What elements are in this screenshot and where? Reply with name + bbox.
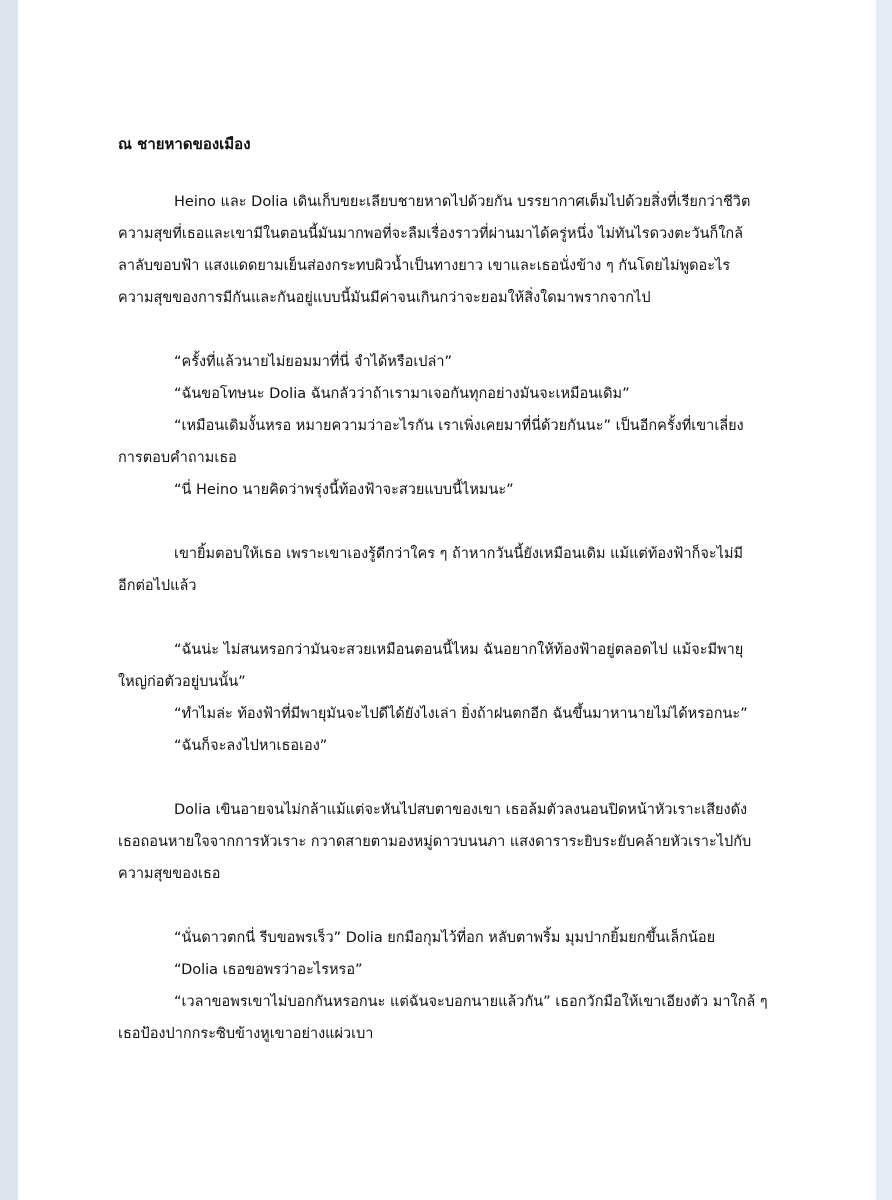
text-line: เขายิ้มตอบให้เธอ เพราะเขาเองรู้ดีกว่าใคร ๆ ถ้าหากวันนี้ยังเหมือนเดิม แม้แต่ท้องฟ้าก็จะไม่มี: [174, 546, 744, 562]
dialogue-line: “ฉันขอโทษนะ Dolia ฉันกลัวว่าถ้าเรามาเจอกันทุกอย่างมันจะเหมือนเดิม”: [174, 386, 630, 402]
text-line: เธอถอนหายใจจากการหัวเราะ กวาดสายตามองหมู่ดาวบนนภา แสงดาราระยิบระยับคล้ายหัวเราะไปกับ: [118, 834, 752, 850]
dialogue-line: การตอบคำถามเธอ: [118, 450, 237, 466]
text-line: ลาลับขอบฟ้า แสงแดดยามเย็นส่องกระทบผิวน้ำเป็นทางยาว เขาและเธอนั่งข้าง ๆ กันโดยไม่พูดอะไร: [118, 258, 731, 274]
paragraph-gap: [118, 602, 778, 634]
dialogue-line: “ฉันก็จะลงไปหาเธอเอง”: [174, 738, 328, 754]
dialogue-line: เธอป้องปากกระซิบข้างหูเขาอย่างแผ่วเบา: [118, 1026, 374, 1042]
scrollbar-track[interactable]: [876, 0, 892, 1200]
paragraph-beach-walk: [118, 186, 778, 314]
dialogue-block-2: [118, 634, 778, 762]
document-page: [18, 0, 876, 1200]
document-content: [118, 128, 778, 1050]
text-line: อีกต่อไปแล้ว: [118, 578, 197, 594]
dialogue-line: “Dolia เธอขอพรว่าอะไรหรอ”: [174, 962, 363, 978]
dialogue-line: “ครั้งที่แล้วนายไม่ยอมมาที่นี่ จำได้หรือเปล่า”: [174, 354, 453, 370]
dialogue-line: “นั่นดาวตกนี่ รีบขอพรเร็ว” Dolia ยกมือกุมไว้ที่อก หลับตาพริ้ม มุมปากยิ้มยกขึ้นเล็กน้อย: [174, 930, 716, 946]
dialogue-line: “เหมือนเดิมงั้นหรอ หมายความว่าอะไรกัน เราเพิ่งเคยมาที่นี่ด้วยกันนะ” เป็นอีกครั้งที่เขาเลี่ยง: [174, 418, 744, 434]
text-line: ความสุขที่เธอและเขามีในตอนนี้มันมากพอที่จะลืมเรื่องราวที่ผ่านมาได้ครู่หนึ่ง ไม่ทันไรดวงตะวันก็ใกล้: [118, 226, 744, 242]
text-line: ความสุขของการมีกันและกันอยู่แบบนี้มันมีค่าจนเกินกว่าจะยอมให้สิ่งใดมาพรากจากไป: [118, 290, 651, 306]
chapter-title: ณ ชายหาดของเมือง: [118, 135, 251, 153]
dialogue-block-3: [118, 922, 778, 1050]
dialogue-line: “นี่ Heino นายคิดว่าพรุ่งนี้ท้องฟ้าจะสวยแบบนี้ไหมนะ”: [174, 482, 514, 498]
dialogue-line: “เวลาขอพรเขาไม่บอกกันหรอกนะ แต่ฉันจะบอกนายแล้วกัน” เธอกวักมือให้เขาเอียงตัว มาใกล้ ๆ: [174, 994, 768, 1010]
paragraph-laughter: [118, 794, 778, 890]
dialogue-line: “ทำไมล่ะ ท้องฟ้าที่มีพายุมันจะไปดีได้ยังไงเล่า ยิ่งถ้าฝนตกอีก ฉันขึ้นมาหานายไม่ได้หรอกนะ”: [174, 706, 748, 722]
paragraph-gap: [118, 314, 778, 346]
dialogue-line: ใหญ่ก่อตัวอยู่บนนั้น”: [118, 674, 246, 690]
dialogue-block-1: [118, 346, 778, 506]
paragraph-gap: [118, 506, 778, 538]
text-line: Dolia เขินอายจนไม่กล้าแม้แต่จะหันไปสบตาของเขา เธอล้มตัวลงนอนปิดหน้าหัวเราะเสียงดัง: [174, 802, 748, 818]
paragraph-gap: [118, 762, 778, 794]
text-line: ความสุขของเธอ: [118, 866, 221, 882]
dialogue-line: “ฉันน่ะ ไม่สนหรอกว่ามันจะสวยเหมือนตอนนี้ไหม ฉันอยากให้ท้องฟ้าอยู่ตลอดไป แม้จะมีพายุ: [174, 642, 744, 658]
paragraph-smile: [118, 538, 778, 602]
paragraph-gap: [118, 890, 778, 922]
text-line: Heino และ Dolia เดินเก็บขยะเลียบชายหาดไปด้วยกัน บรรยากาศเต็มไปด้วยสิ่งที่เรียกว่าชีวิต: [174, 194, 751, 210]
